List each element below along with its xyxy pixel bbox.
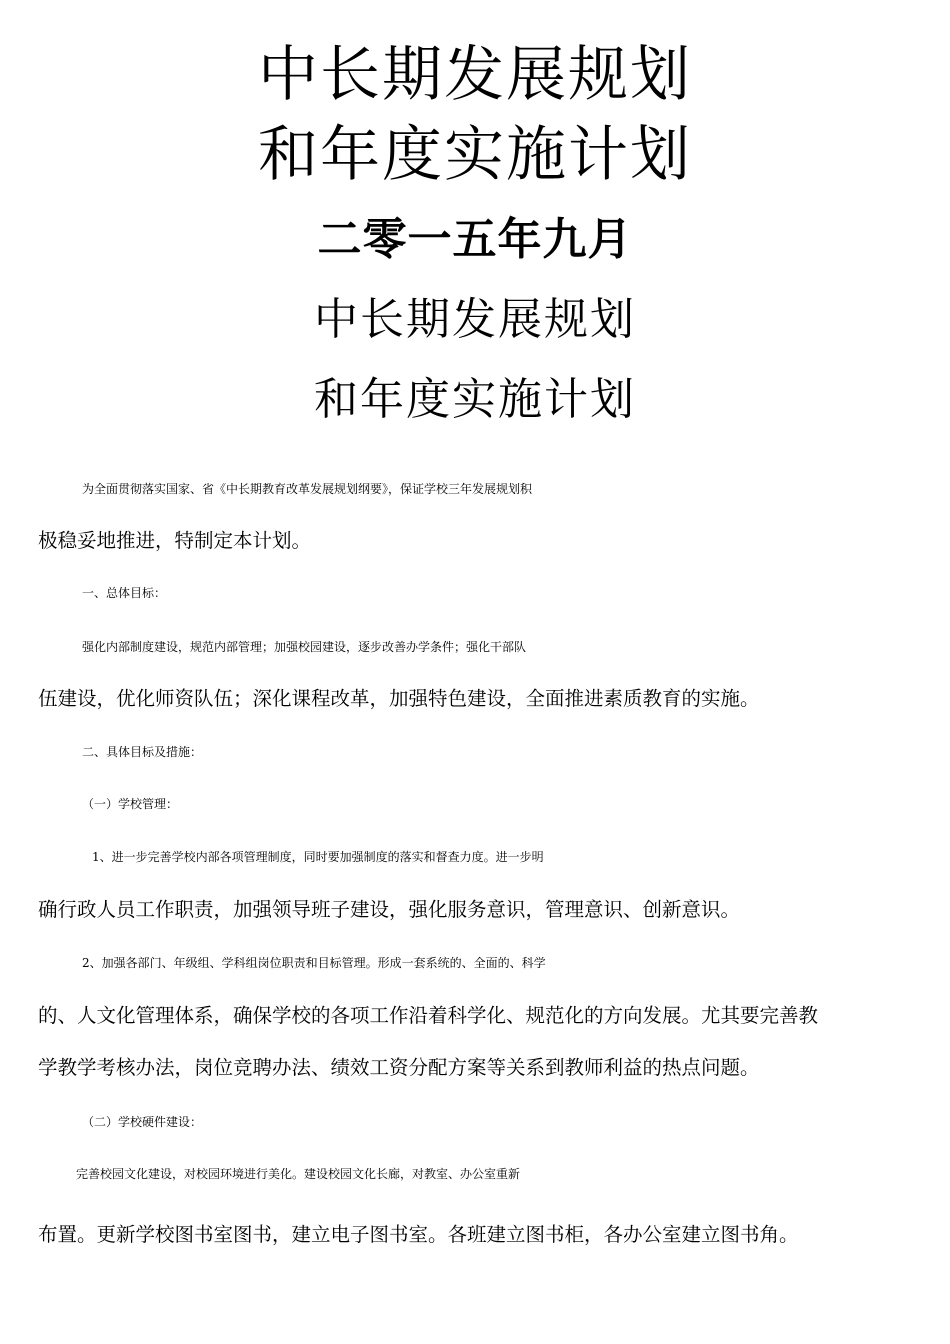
section-1-line-2: 伍建设，优化师资队伍；深化课程改革，加强特色建设，全面推进素质教育的实施。: [38, 687, 760, 710]
item-2-line-2: 的、人文化管理体系，确保学校的各项工作沿着科学化、规范化的方向发展。尤其要完善教: [38, 1004, 819, 1027]
section-2-heading: 二、具体目标及措施：: [82, 745, 203, 759]
subsection-2-line-2: 布置。更新学校图书室图书，建立电子图书室。各班建立图书柜，各办公室建立图书角。: [38, 1223, 799, 1246]
item-2-line-1: 2、加强各部门、年级组、学科组岗位职责和目标管理。形成一套系统的、全面的、科学: [82, 956, 546, 970]
subsection-2-line-1: 完善校园文化建设，对校园环境进行美化。建设校园文化长廊，对教室、办公室重新: [76, 1167, 521, 1181]
section-1-line-1: 强化内部制度建设，规范内部管理；加强校园建设，逐步改善办学条件；强化干部队: [82, 640, 527, 654]
main-title-line-1: 中长期发展规划: [258, 40, 692, 110]
item-2-line-3: 学教学考核办法，岗位竞聘办法、绩效工资分配方案等关系到教师利益的热点问题。: [38, 1056, 760, 1079]
intro-line-2: 极稳妥地推进，特制定本计划。: [38, 529, 312, 552]
item-1-line-1: 1、进一步完善学校内部各项管理制度，同时要加强制度的落实和督查力度。进一步明: [92, 850, 544, 864]
subsection-2-heading: （二）学校硬件建设：: [82, 1115, 203, 1129]
main-title-line-2: 和年度实施计划: [258, 120, 692, 190]
sub-title-line-1: 中长期发展规划: [314, 294, 636, 345]
section-1-heading: 一、总体目标：: [82, 586, 167, 600]
subsection-1-heading: （一）学校管理：: [82, 797, 179, 811]
document-date: 二零一五年九月: [317, 214, 633, 265]
intro-line-1: 为全面贯彻落实国家、省《中长期教育改革发展规划纲要》，保证学校三年发展规划积: [82, 482, 533, 496]
item-1-line-2: 确行政人员工作职责，加强领导班子建设，强化服务意识，管理意识、创新意识。: [38, 898, 741, 921]
sub-title-line-2: 和年度实施计划: [314, 374, 636, 425]
